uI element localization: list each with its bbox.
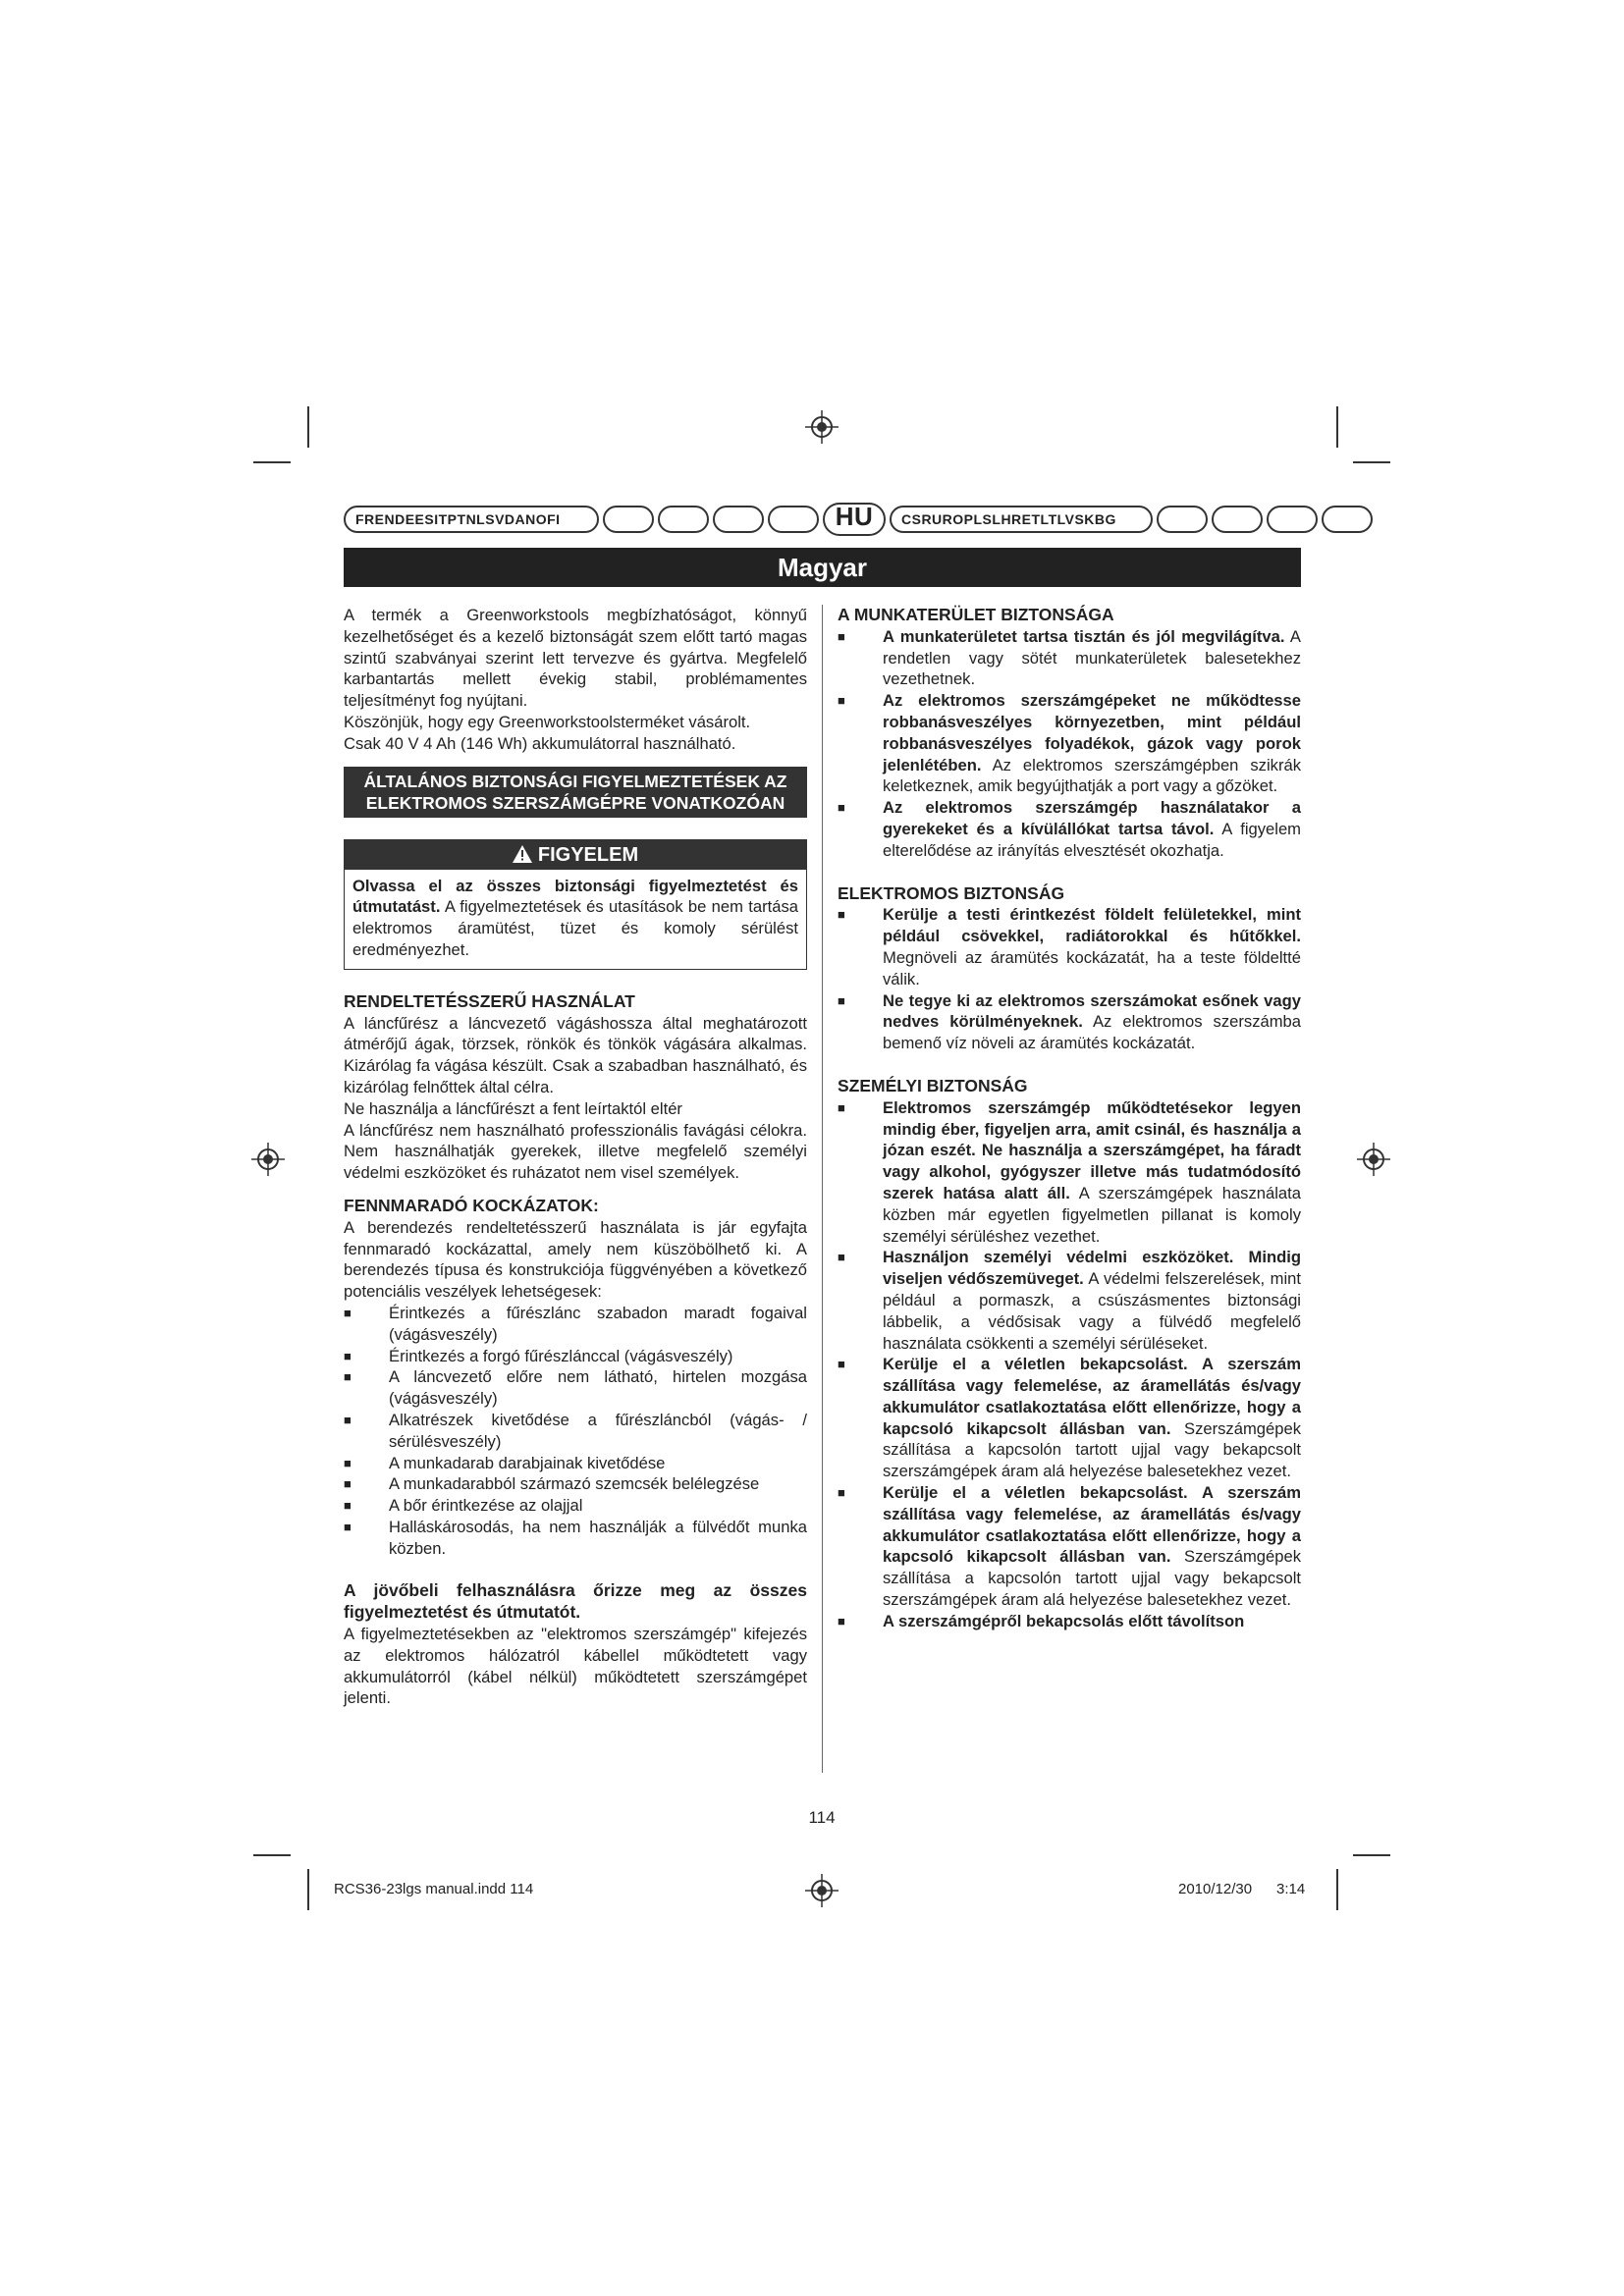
square-bullet-icon: ■ <box>838 907 845 923</box>
language-tabs-left-label: FRENDEESITPTNLSVDANOFI <box>344 506 599 533</box>
list-item: ■ Az elektromos szerszámgépeket ne működtesse robbanásveszélyes környezetben, mint például robbanásveszélyes folyadékok, gázok vagy porok jelenlétében. Az elektromos szerszámgépben szikrák keletkeznek, amik begyújthatják a port vagy a gőzöket. <box>838 691 1301 796</box>
square-bullet-icon: ■ <box>344 1519 352 1534</box>
crop-mark <box>1336 406 1338 448</box>
intro-text: A termék a Greenworkstools megbízhatóságot, könnyű kezelhetőséget és a kezelő biztonságát szem előtt tartó magas szintű szabványai szerint lett tervezve és gyártva. Megfelelő karbantartás mellett évekig stabil, problémamentes teljesítményt fog nyújtani. <box>344 606 807 711</box>
registration-mark-icon <box>805 1874 839 1907</box>
work-area-heading: A MUNKATERÜLET BIZTONSÁGA <box>838 605 1114 624</box>
language-tab-current: HU <box>823 503 886 536</box>
intended-use-heading: RENDELTETÉSSZERŰ HASZNÁLAT <box>344 990 635 1011</box>
registration-mark-icon <box>805 410 839 444</box>
square-bullet-icon: ■ <box>838 628 845 644</box>
warning-triangle-icon <box>513 845 532 863</box>
warning-title: FIGYELEM <box>537 843 639 866</box>
square-bullet-icon: ■ <box>344 1498 352 1514</box>
crop-mark <box>1336 1869 1338 1910</box>
footer-filename: RCS36-23lgs manual.indd 114 <box>334 1881 534 1897</box>
crop-mark <box>307 406 309 448</box>
square-bullet-icon: ■ <box>838 693 845 709</box>
list-item: ■ Kerülje a testi érintkezést földelt felületekkel, mint például csövekkel, radiátorokkal és hűtőkkel. Megnöveli az áramütés kockázatát, ha a teste földeltté válik. <box>838 905 1301 988</box>
crop-mark <box>1353 1854 1390 1856</box>
square-bullet-icon: ■ <box>344 1455 352 1470</box>
language-tab <box>713 506 764 533</box>
footer-date: 2010/12/30 <box>1178 1881 1253 1897</box>
language-tabs-right-label: CSRUROPLSLHRETLTLVSKBG <box>890 506 1153 533</box>
square-bullet-icon: ■ <box>344 1305 352 1320</box>
list-item: ■ A munkaterületet tartsa tisztán és jól megvilágítva. A rendetlen vagy sötét munkaterületek balesetekhez vezethetnek. <box>838 626 1301 689</box>
intended-use-text: A láncfűrész a láncvezető vágáshossza által meghatározott átmérőjű ágak, törzsek, rönkök és tönkök vágására alkalmas. Kizárólag fa vágása készült. Csak a szabadban használható, és kizárólag felnőttek által célra. <box>344 1013 807 1096</box>
square-bullet-icon: ■ <box>344 1476 352 1492</box>
list-item: ■ Érintkezés a forgó fűrészlánccal (vágásveszély) <box>344 1346 733 1365</box>
list-item: ■ Elektromos szerszámgép működtetésekor legyen mindig éber, figyeljen arra, amit csinál, és használja a józan eszét. Ne használja a szerszámgépet, ha fáradt vagy alkohol, gyógyszer illetve más tudatmódosító szerek hatása alatt áll. A szerszámgépek használata közben már egyetlen figyelmetlen pillanat is komoly személyi sérüléshez vezethet. <box>838 1097 1301 1246</box>
column-divider <box>822 605 823 1773</box>
square-bullet-icon: ■ <box>838 1613 845 1629</box>
warning-text: A figyelmeztetések és utasítások be nem tartása elektromos áramütést, tüzet és komoly sérülést eredményezhet. <box>352 897 798 959</box>
square-bullet-icon: ■ <box>838 1099 845 1115</box>
crop-mark <box>1353 461 1390 463</box>
language-tab <box>1212 506 1263 533</box>
crop-mark <box>253 461 291 463</box>
list-item: ■ Kerülje el a véletlen bekapcsolást. A szerszám szállítása vagy felemelése, az áramellátás és/vagy akkumulátor csatlakoztatása előtt ellenőrizze, hogy a kapcsoló kikapcsolt állásban van. Szerszámgépek szállítása a kapcsolón tartott ujjal vagy bekapcsolt szerszámgépek áram alá helyezése balesetekhez vezet. <box>838 1355 1301 1481</box>
list-item: ■ A munkadarabból származó szemcsék belélegzése <box>344 1474 760 1494</box>
square-bullet-icon: ■ <box>344 1412 352 1427</box>
list-item: ■ A munkadarab darabjainak kivetődése <box>344 1453 666 1472</box>
general-safety-heading: ÁLTALÁNOS BIZTONSÁGI FIGYELMEZTETÉSEK AZ ELEKTROMOS SZERSZÁMGÉPRE VONATKOZÓAN <box>344 767 807 818</box>
warning-header <box>345 840 806 870</box>
keep-instructions-text: A figyelmeztetésekben az "elektromos szerszámgép" kifejezés az elektromos hálózatról kábellel működtetett vagy akkumulátorról (kábel nélkül) működtetett szerszámgépet jelenti. <box>344 1625 807 1708</box>
registration-mark-icon <box>1357 1143 1390 1176</box>
square-bullet-icon: ■ <box>838 800 845 816</box>
language-tabs <box>344 503 1377 536</box>
list-item: ■ Halláskárosodás, ha nem használják a fülvédőt munka közben. <box>344 1517 807 1558</box>
warning-box <box>344 839 807 970</box>
list-item: ■ A láncvezető előre nem látható, hirtelen mozgása (vágásveszély) <box>344 1367 807 1409</box>
language-tab <box>1322 506 1373 533</box>
list-item: ■ Ne tegye ki az elektromos szerszámokat esőnek vagy nedves körülményeknek. Az elektromos szerszámba bemenő víz növeli az áramütés kockázatát. <box>838 990 1301 1053</box>
list-item: ■ Érintkezés a fűrészlánc szabadon maradt fogaival (vágásveszély) <box>344 1303 807 1344</box>
intended-use-text: Ne használja a láncfűrészt a fent leírtaktól eltér <box>344 1098 682 1118</box>
list-item: ■ A bőr érintkezése az olajjal <box>344 1496 583 1516</box>
square-bullet-icon: ■ <box>838 1250 845 1265</box>
language-tab <box>603 506 654 533</box>
right-column <box>838 605 1301 1632</box>
square-bullet-icon: ■ <box>838 1357 845 1372</box>
intro-text: Köszönjük, hogy egy Greenworkstoolsterméket vásárolt. <box>344 712 751 731</box>
page-number: 114 <box>808 1808 836 1827</box>
square-bullet-icon: ■ <box>838 1485 845 1501</box>
residual-risks-heading: FENNMARADÓ KOCKÁZATOK: <box>344 1195 599 1215</box>
intro-text: Csak 40 V 4 Ah (146 Wh) akkumulátorral használható. <box>344 733 736 753</box>
electrical-safety-heading: ELEKTROMOS BIZTONSÁG <box>838 882 1065 903</box>
square-bullet-icon: ■ <box>838 992 845 1008</box>
language-tab <box>658 506 709 533</box>
square-bullet-icon: ■ <box>344 1369 352 1385</box>
language-tab <box>1157 506 1208 533</box>
list-item: ■ A szerszámgépről bekapcsolás előtt távolítson <box>838 1611 1245 1630</box>
crop-mark <box>253 1854 291 1856</box>
warning-bold-text: Olvassa el az összes biztonsági figyelmeztetést és útmutatást. <box>352 876 798 917</box>
registration-mark-icon <box>251 1143 285 1176</box>
footer-time: 3:14 <box>1276 1881 1306 1897</box>
residual-risks-intro: A berendezés rendeltetésszerű használata is jár egyfajta fennmaradó kockázattal, amely nem küszöbölhető ki. A berendezés típusa és konstrukciója függvényében a következő potenciális veszélyek lehetségesek: <box>344 1217 807 1302</box>
personal-safety-heading: SZEMÉLYI BIZTONSÁG <box>838 1075 1028 1095</box>
list-item: ■ Kerülje el a véletlen bekapcsolást. A szerszám szállítása vagy felemelése, az áramellátás és/vagy akkumulátor csatlakoztatása előtt ellenőrizze, hogy a kapcsoló kikapcsolt állásban van. Szerszámgépek szállítása a kapcsolón tartott ujjal vagy bekapcsolt szerszámgépek áram alá helyezése balesetekhez vezet. <box>838 1483 1301 1610</box>
intended-use-text: A láncfűrész nem használható professzionális favágási célokra. Nem használhatják gyerekek, illetve megfelelő személyi védelmi eszközöket és ruházatot nem visel személyek. <box>344 1120 807 1183</box>
list-item: ■ Az elektromos szerszámgép használatakor a gyerekeket és a kívülállókat tartsa távol. A figyelem elterelődése az irányítás elvesztését okozhatja. <box>838 798 1301 860</box>
square-bullet-icon: ■ <box>344 1348 352 1363</box>
list-item: ■ Alkatrészek kivetődése a fűrészláncból (vágás- / sérülésveszély) <box>344 1410 807 1451</box>
left-column <box>344 605 807 1709</box>
keep-instructions-heading: A jövőbeli felhasználásra őrizze meg az összes figyelmeztetést és útmutatót. <box>344 1580 807 1623</box>
language-tab <box>1267 506 1318 533</box>
language-banner: Magyar <box>344 548 1301 587</box>
language-tab <box>768 506 819 533</box>
list-item: ■ Használjon személyi védelmi eszközöket. Mindig viseljen védőszemüveget. A védelmi felszerelések, mint például a pormaszk, a csúszásmentes biztonsági lábbelik, a védősisak vagy a fülvédő megfelelő használata csökkenti a személyi sérüléseket. <box>838 1248 1302 1353</box>
crop-mark <box>307 1869 309 1910</box>
